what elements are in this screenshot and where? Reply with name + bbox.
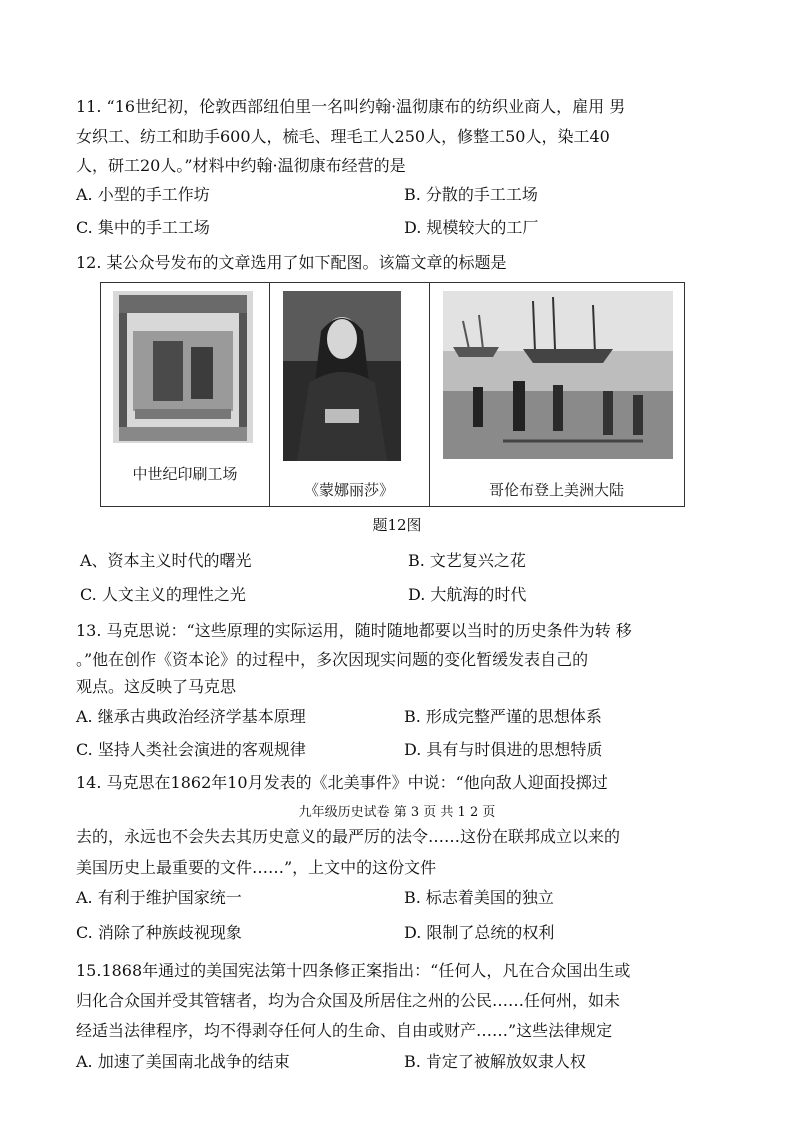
mona-lisa-image bbox=[283, 291, 401, 461]
q13-stem-line1: 13. 马克思说：“这些原理的实际运用，随时随地都要以当时的历史条件为转 移 bbox=[76, 621, 632, 640]
page-footer: 九年级历史试卷 第 3 页 共 1 2 页 bbox=[298, 805, 496, 820]
q12-stem: 12. 某公众号发布的文章选用了如下配图。该篇文章的标题是 bbox=[76, 253, 507, 272]
q12-figure-table bbox=[100, 282, 685, 507]
q13-stem-line3: 观点。这反映了马克思 bbox=[76, 677, 237, 696]
q15-stem-line2: 归化合众国并受其管辖者，均为合众国及所居住之州的公民……任何州，如未 bbox=[76, 991, 621, 1010]
q12-option-d: D. 大航海的时代 bbox=[408, 585, 527, 604]
q14-option-c: C. 消除了种族歧视现象 bbox=[76, 923, 242, 942]
q13-option-d: D. 具有与时俱进的思想特质 bbox=[404, 740, 603, 759]
printing-workshop-image bbox=[113, 291, 253, 443]
q12-option-c: C. 人文主义的理性之光 bbox=[80, 585, 246, 604]
q14-option-d: D. 限制了总统的权利 bbox=[404, 923, 555, 942]
q15-option-a: A. 加速了美国南北战争的结束 bbox=[76, 1052, 290, 1071]
figure-cell-mona-lisa bbox=[269, 283, 430, 506]
q13-stem-line2: 。”他在创作《资本论》的过程中，多次因现实问题的变化暂缓发表自己的 bbox=[76, 650, 589, 669]
columbus-landing-image bbox=[443, 291, 673, 459]
q13-option-a: A. 继承古典政治经济学基本原理 bbox=[76, 707, 306, 726]
q15-stem-line3: 经适当法律程序，均不得剥夺任何人的生命、自由或财产……”这些法律规定 bbox=[76, 1021, 613, 1040]
q11-stem-line3: 人，研工20人。”材料中约翰·温彻康布经营的是 bbox=[76, 156, 406, 175]
q11-option-b: B. 分散的手工工场 bbox=[404, 185, 538, 204]
q14-stem-line2: 去的，永远也不会失去其历史意义的最严厉的法令……这份在联邦成立以来的 bbox=[76, 827, 621, 846]
caption-printing: 中世纪印刷工场 bbox=[132, 465, 238, 483]
q14-stem-line3: 美国历史上最重要的文件……”，上文中的这份文件 bbox=[76, 858, 437, 877]
q11-stem-line2: 女织工、纺工和助手600人，梳毛、理毛工人250人，修整工50人，染工40 bbox=[76, 127, 610, 146]
q15-option-b: B. 肯定了被解放奴隶人权 bbox=[404, 1052, 586, 1071]
q12-figure-label: 题12图 bbox=[372, 516, 422, 534]
caption-columbus: 哥伦布登上美洲大陆 bbox=[488, 481, 624, 499]
q11-option-d: D. 规模较大的工厂 bbox=[404, 218, 539, 237]
figure-cell-columbus bbox=[429, 283, 684, 506]
figure-cell-printing bbox=[101, 283, 270, 506]
q12-option-a: A、资本主义时代的曙光 bbox=[80, 551, 252, 570]
q11-stem-line1: 11. “16世纪初，伦敦西部纽伯里一名叫约翰·温彻康布的纺织业商人，雇用 男 bbox=[76, 97, 626, 116]
q14-option-b: B. 标志着美国的独立 bbox=[404, 888, 554, 907]
q15-stem-line1: 15.1868年通过的美国宪法第十四条修正案指出：“任何人，凡在合众国出生或 bbox=[76, 961, 631, 980]
q11-option-a: A. 小型的手工作坊 bbox=[76, 185, 210, 204]
q13-option-b: B. 形成完整严谨的思想体系 bbox=[404, 707, 602, 726]
q13-option-c: C. 坚持人类社会演进的客观规律 bbox=[76, 740, 306, 759]
caption-mona-lisa: 《蒙娜丽莎》 bbox=[303, 481, 394, 499]
q14-option-a: A. 有利于维护国家统一 bbox=[76, 888, 242, 907]
q12-option-b: B. 文艺复兴之花 bbox=[408, 551, 526, 570]
q14-stem-line1: 14. 马克思在1862年10月发表的《北美事件》中说：“他向敌人迎面投掷过 bbox=[76, 773, 608, 792]
q11-option-c: C. 集中的手工工场 bbox=[76, 218, 210, 237]
